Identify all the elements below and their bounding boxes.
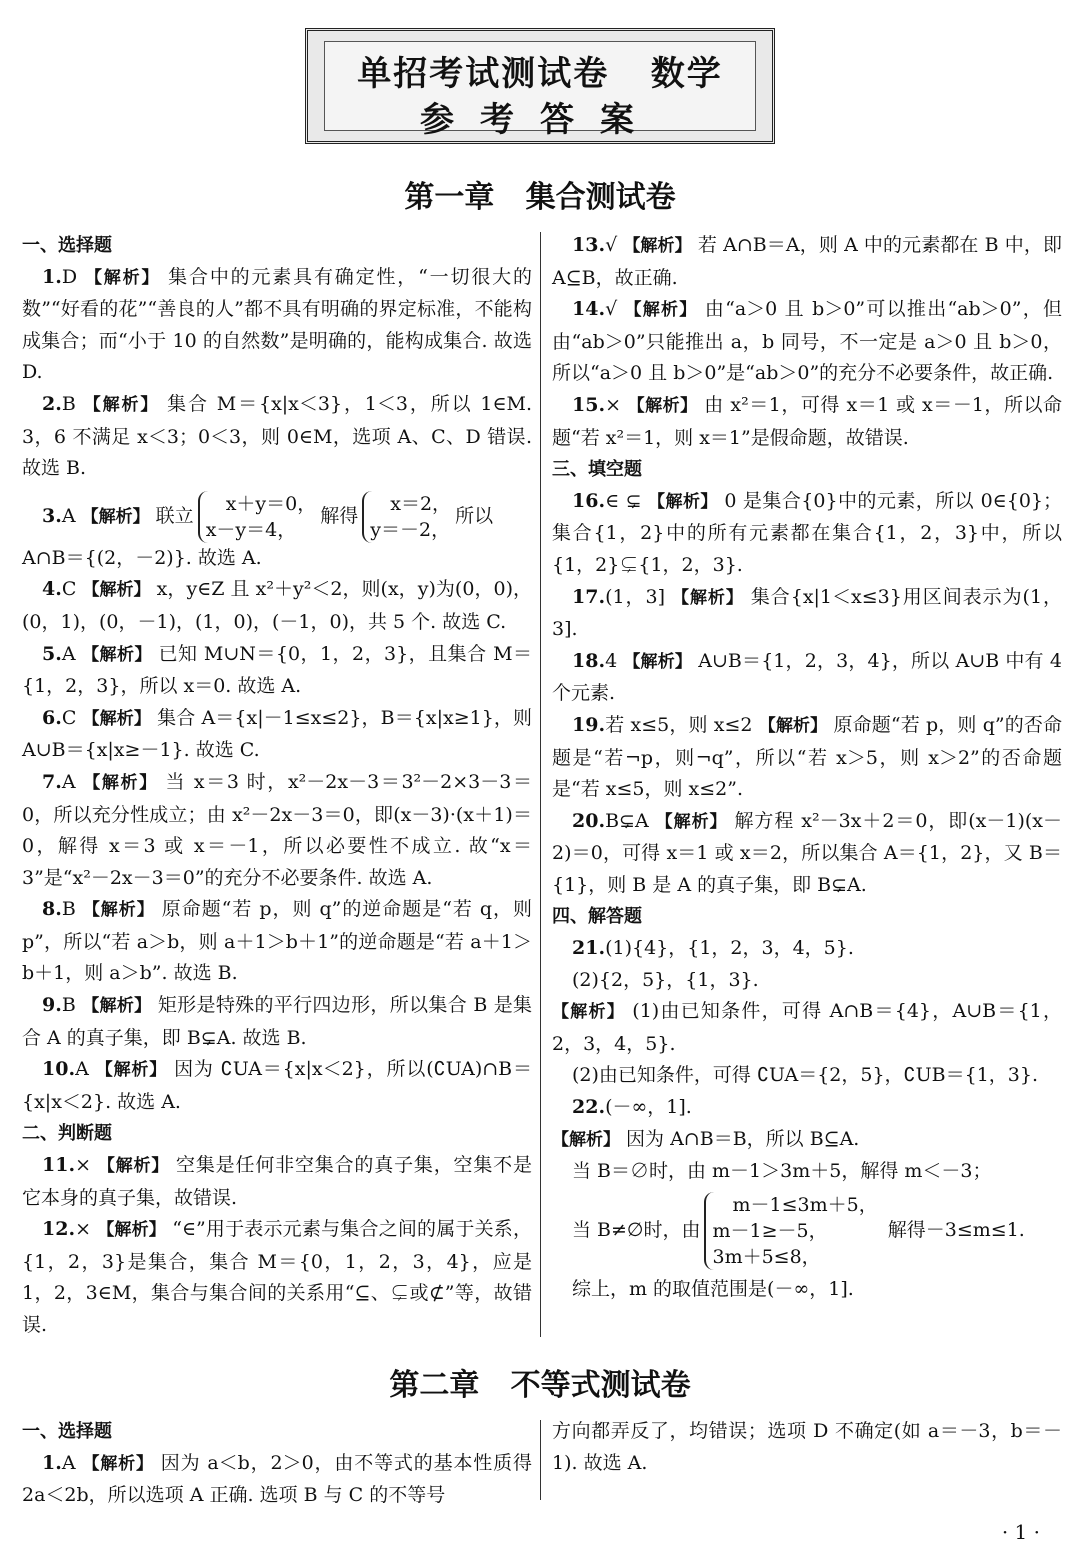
section-heading: 三、填空题 bbox=[552, 459, 642, 481]
answer-item: 7.A 【解析】 当 x＝3 时，x²－2x－3＝3²－2×3－3＝0，所以充分性成立；由 x²－2x－3＝0，即(x－3)·(x＋1)＝0，解得 x＝3 或 x＝－1，所以必要性不成立. 故“x＝3”是“x²－2x－3＝0”的充分不必要条件. 故选 A. bbox=[22, 770, 532, 889]
answer-item: 11.× 【解析】 空集是任何非空集合的真子集，空集不是它本身的真子集，故错误. bbox=[22, 1154, 533, 1209]
answer-item: 22.(－∞，1]. bbox=[572, 1096, 692, 1119]
answer-item: 1.A 【解析】 因为 a＜b，2＞0，由不等式的基本性质得 2a＜2b，所以选项 A 正确. 选项 B 与 C 的不等号 bbox=[22, 1451, 532, 1507]
answer-item: 13.√ 【解析】 若 A∩B＝A，则 A 中的元素都在 B 中，即 A⊆B，故正确. bbox=[552, 234, 1062, 289]
inequality-system: m－1≤3m＋5， m－1≥－5， 3m＋5≤8， bbox=[704, 1192, 877, 1270]
answer-item: 9.B 【解析】 矩形是特殊的平行四边形，所以集合 B 是集合 A 的真子集，即 B⊊A. 故选 B. bbox=[22, 994, 533, 1049]
equation-system: x＝2， y＝－2， bbox=[362, 491, 451, 543]
section-heading: 四、解答题 bbox=[552, 906, 642, 928]
header-banner bbox=[305, 28, 775, 144]
answer-item-cont: 【解析】 (1)由已知条件，可得 A∩B＝{4}，A∪B＝{1，2，3，4，5}. bbox=[552, 1000, 1063, 1055]
answer-item: 15.× 【解析】 由 x²＝1，可得 x＝1 或 x＝－1，所以命题“若 x²＝1，则 x＝1”是假命题，故错误. bbox=[552, 393, 1063, 449]
chapter2-left-column bbox=[22, 1416, 532, 1512]
chapter2-title: 第二章 不等式测试卷 bbox=[389, 1368, 691, 1403]
banner-subtitle: 参考答案 bbox=[420, 100, 660, 140]
answer-item: 8.B 【解析】 原命题“若 p，则 q”的逆命题是“若 q，则 p”，所以“若 a＞b，则 a＋1＞b＋1”的逆命题是“若 a＋1＞b＋1，则 a＞b”. 故选 B. bbox=[22, 898, 532, 985]
column-divider bbox=[540, 1420, 541, 1500]
chapter1-left-column bbox=[22, 230, 532, 1342]
answer-item: 14.√ 【解析】 由“a＞0 且 b＞0”可以推出“ab＞0”，但由“ab＞0”只能推出 a，b 同号，不一定是 a＞0 且 b＞0，所以“a＞0 且 b＞0”是“ab＞0”的充分不必要条件，故正确. bbox=[552, 298, 1062, 385]
answer-item: 6.C 【解析】 集合 A＝{x|－1≤x≤2}，B＝{x|x≥1}，则 A∪B＝{x|x≥－1}. 故选 C. bbox=[22, 706, 533, 762]
answer-item-cont: 当 B≠∅时，由m－1≤3m＋5， m－1≥－5， 3m＋5≤8， 解得－3≤m≤1. bbox=[572, 1193, 1025, 1268]
chapter1-right-column bbox=[552, 230, 1062, 1305]
answer-item: 4.C 【解析】 x，y∈Z 且 x²＋y²＜2，则(x，y)为(0，0)，(0，1)，(0，－1)，(1，0)，(－1，0)，共 5 个. 故选 C. bbox=[22, 578, 533, 633]
section-heading: 一、选择题 bbox=[22, 235, 112, 256]
equation-system: x＋y＝0， x－y＝4， bbox=[198, 491, 317, 543]
answer-item: 21.(1){4}，{1，2，3，4，5}. bbox=[572, 937, 854, 960]
answer-item: 12.× 【解析】 “∈”用于表示元素与集合之间的属于关系，{1，2，3}是集合，集合 M＝{0，1，2，3，4}，应是 1，2，3∈M，集合与集合间的关系用“⊆、⊊或⊄”等，故错误. bbox=[22, 1218, 532, 1336]
banner-title: 单招考试测试卷 数学 bbox=[357, 54, 723, 94]
answer-item-cont: 当 B＝∅时，由 m－1＞3m＋5，解得 m＜－3； bbox=[572, 1160, 992, 1183]
chapter2-right-column bbox=[552, 1416, 1062, 1479]
answer-item: 17.(1，3] 【解析】 集合{x|1＜x≤3}用区间表示为(1，3]. bbox=[552, 585, 1062, 641]
chapter1-title: 第一章 集合测试卷 bbox=[404, 180, 676, 215]
answer-item: 16.∈ ⊊ 【解析】 0 是集合{0}中的元素，所以 0∈{0}；集合{1，2}中的所有元素都在集合{1，2，3}中，所以{1，2}⊊{1，2，3}. bbox=[552, 489, 1063, 576]
answer-item: 18.4 【解析】 A∪B＝{1，2，3，4}，所以 A∪B 中有 4 个元素. bbox=[552, 649, 1063, 705]
answer-item-cont: A∩B＝{(2，－2)}. 故选 A. bbox=[22, 546, 262, 569]
answer-item: 19.若 x≤5，则 x≤2 【解析】 原命题“若 p，则 q”的否命题是“若¬p，则¬q”，所以“若 x＞5，则 x＞2”的否命题是“若 x≤5，则 x≤2”. bbox=[552, 713, 1063, 801]
answer-item: 3.A 【解析】 联立x＋y＝0， x－y＝4，解得x＝2， y＝－2，所以 bbox=[42, 492, 494, 541]
section-heading: 二、判断题 bbox=[22, 1123, 112, 1145]
answer-item-cont: (2)由已知条件，可得 ∁UA＝{2，5}，∁UB＝{1，3}. bbox=[572, 1064, 1039, 1087]
answer-item: 2.B 【解析】 集合 M＝{x|x＜3}，1＜3，所以 1∈M. 3，6 不满足 x＜3；0＜3，则 0∈M，选项 A、C、D 错误. 故选 B. bbox=[22, 392, 533, 480]
answer-item-cont: 综上，m 的取值范围是(－∞，1]. bbox=[572, 1277, 854, 1300]
answer-item: 20.B⊊A 【解析】 解方程 x²－3x＋2＝0，即(x－1)(x－2)＝0，可得 x＝1 或 x＝2，所以集合 A＝{1，2}，又 B＝{1}，则 B 是 A 的真子集，即 B⊊A. bbox=[552, 809, 1063, 896]
answer-item-cont: 【解析】 因为 A∩B＝B，所以 B⊆A. bbox=[552, 1127, 860, 1150]
answer-item-cont: (2){2，5}，{1，3}. bbox=[572, 968, 759, 991]
answer-item-cont: 方向都弄反了，均错误；选项 D 不确定(如 a＝－3，b＝－1). 故选 A. bbox=[552, 1420, 1062, 1474]
answer-item: 5.A 【解析】 已知 M∪N＝{0，1，2，3}，且集合 M＝{1，2，3}，所以 x＝0. 故选 A. bbox=[22, 642, 532, 698]
answer-item: 1.D 【解析】 集合中的元素具有确定性，“一切很大的数”“好看的花”“善良的人”都不具有明确的界定标准，不能构成集合；而“小于 10 的自然数”是明确的，能构成集合. 故选 D. bbox=[22, 265, 532, 384]
column-divider bbox=[540, 232, 541, 1337]
page-number: · 1 · bbox=[1001, 1520, 1040, 1544]
answer-item: 10.A 【解析】 因为 ∁UA＝{x|x＜2}，所以(∁UA)∩B＝{x|x＜2}. 故选 A. bbox=[22, 1058, 532, 1113]
section-heading: 一、选择题 bbox=[22, 1421, 112, 1442]
